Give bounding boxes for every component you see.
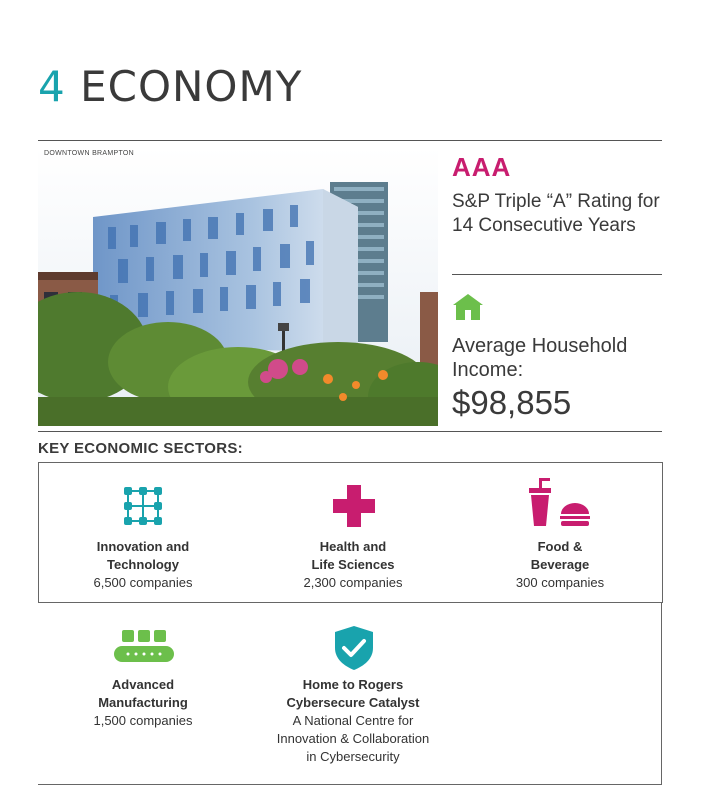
sector-innovation — [68, 538, 218, 592]
sector-name-line1: Advanced — [111, 677, 175, 692]
sectors-heading: KEY ECONOMIC SECTORS: — [38, 440, 243, 457]
rating-divider — [452, 274, 662, 275]
sector-detail: 6,500 companies — [93, 575, 193, 590]
sector-detail-line1: A National Centre for — [292, 713, 414, 728]
sector-detail: 2,300 companies — [303, 575, 403, 590]
sector-name-line2: Technology — [107, 557, 179, 572]
health-cross-icon — [333, 485, 375, 527]
shield-check-icon — [333, 626, 375, 670]
food-beverage-icon — [527, 478, 593, 528]
sector-food — [485, 538, 635, 592]
income-label: Average Household Income: — [452, 335, 628, 381]
rating-badge: AAA — [452, 152, 512, 182]
page-title — [38, 62, 303, 111]
sector-detail-line3: in Cybersecurity — [306, 749, 400, 764]
section-title: ECONOMY — [80, 62, 303, 111]
income-value: $98,855 — [452, 384, 572, 421]
conveyor-icon — [114, 630, 174, 664]
sector-name-line1: Health and — [319, 539, 387, 554]
title-divider — [38, 140, 662, 141]
income-divider — [38, 431, 662, 432]
sector-name-line2: Beverage — [530, 557, 590, 572]
downtown-photo — [38, 147, 438, 426]
sector-detail: 300 companies — [515, 575, 605, 590]
sector-name-line2: Manufacturing — [98, 695, 188, 710]
sector-manufacturing — [68, 676, 218, 730]
sector-health — [278, 538, 428, 592]
rating-text: S&P Triple “A” Rating for 14 Consecutive Years — [452, 191, 660, 236]
photo-caption: DOWNTOWN BRAMPTON — [44, 150, 135, 157]
section-number: 4 — [38, 62, 66, 111]
circuit-icon — [122, 485, 164, 527]
sector-cybersecurity — [258, 676, 448, 766]
house-icon — [452, 293, 484, 321]
sector-name-line1: Home to Rogers — [302, 677, 404, 692]
sector-name-line1: Innovation and — [96, 539, 190, 554]
sector-detail: 1,500 companies — [93, 713, 193, 728]
sector-name-line2: Life Sciences — [311, 557, 395, 572]
sector-name-line1: Food & — [537, 539, 583, 554]
sector-detail-line2: Innovation & Collaboration — [276, 731, 430, 746]
sector-name-line2: Cybersecure Catalyst — [286, 695, 420, 710]
